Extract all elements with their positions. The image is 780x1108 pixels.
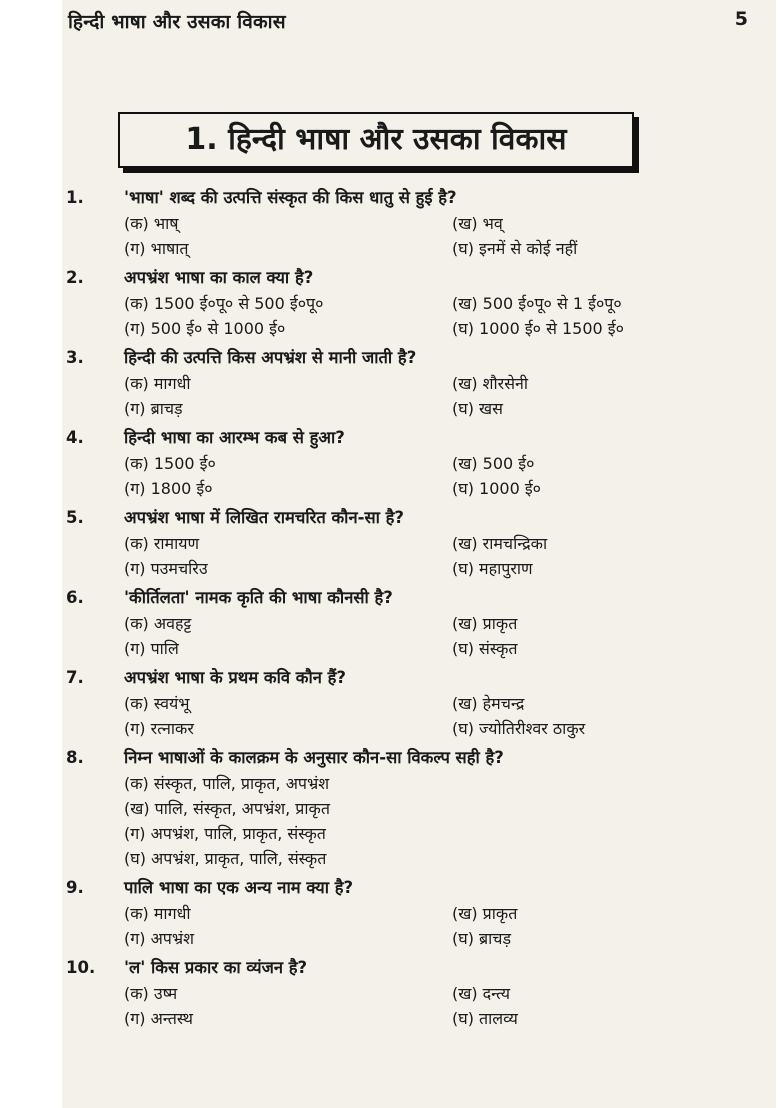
option-ka: (क) मागधी (124, 904, 191, 923)
question-5 (62, 505, 776, 581)
question-text: पालि भाषा का एक अन्य नाम क्या है? (124, 878, 354, 897)
option-ga: (ग) ब्राचड़ (124, 399, 183, 418)
question-number: 3. (66, 348, 84, 367)
option-gha: (घ) ज्योतिरीश्वर ठाकुर (452, 719, 586, 738)
question-text: 'कीर्तिलता' नामक कृति की भाषा कौनसी है? (124, 588, 393, 607)
question-4 (62, 425, 776, 501)
question-number: 8. (66, 748, 84, 767)
question-number: 10. (66, 958, 96, 977)
question-number: 6. (66, 588, 84, 607)
option-kha: (ख) हेमचन्द्र (452, 694, 525, 713)
option-ka: (क) मागधी (124, 374, 191, 393)
question-text: हिन्दी की उत्पत्ति किस अपभ्रंश से मानी जाती है? (124, 348, 417, 367)
option-gha: (घ) 1000 ई० (452, 479, 542, 498)
question-text: निम्न भाषाओं के कालक्रम के अनुसार कौन-सा विकल्प सही है? (124, 748, 504, 767)
option-gha: (घ) खस (452, 399, 503, 418)
option-ga: (ग) पालि (124, 639, 179, 658)
question-number: 1. (66, 188, 84, 207)
question-7 (62, 665, 776, 741)
question-9 (62, 875, 776, 951)
option-gha: (घ) तालव्य (452, 1009, 518, 1028)
option-ka: (क) रामायण (124, 534, 200, 553)
option-kha: (ख) दन्त्य (452, 984, 511, 1003)
option-ga: (ग) पउमचरिउ (124, 559, 208, 578)
question-number: 7. (66, 668, 84, 687)
book-page (62, 0, 776, 1108)
option-kha: (ख) प्राकृत (452, 904, 518, 923)
question-6 (62, 585, 776, 661)
chapter-title: 1. हिन्दी भाषा और उसका विकास (118, 112, 634, 168)
question-number: 5. (66, 508, 84, 527)
option-gha: (घ) ब्राचड़ (452, 929, 512, 948)
option-gha: (घ) 1000 ई० से 1500 ई० (452, 319, 624, 338)
option-kha: (ख) शौरसेनी (452, 374, 529, 393)
option-ka: (क) स्वयंभू (124, 694, 190, 713)
page-number: 5 (734, 8, 748, 30)
question-number: 4. (66, 428, 84, 447)
option-ka: (क) 1500 ई० (124, 454, 216, 473)
question-text: 'ल' किस प्रकार का व्यंजन है? (124, 958, 308, 977)
option-kha: (ख) 500 ई० (452, 454, 535, 473)
question-1 (62, 185, 776, 261)
question-text: अपभ्रंश भाषा का काल क्या है? (124, 268, 314, 287)
option-ka: (क) अवहट्ट (124, 614, 192, 633)
option-kha: (ख) पालि, संस्कृत, अपभ्रंश, प्राकृत (124, 799, 330, 818)
question-3 (62, 345, 776, 421)
option-gha: (घ) इनमें से कोई नहीं (452, 239, 578, 258)
option-ka: (क) संस्कृत, पालि, प्राकृत, अपभ्रंश (124, 774, 330, 793)
option-ga: (ग) अपभ्रंश, पालि, प्राकृत, संस्कृत (124, 824, 326, 843)
question-text: हिन्दी भाषा का आरम्भ कब से हुआ? (124, 428, 345, 447)
running-header-title: हिन्दी भाषा और उसका विकास (68, 11, 286, 33)
option-ga: (ग) रत्नाकर (124, 719, 194, 738)
option-ka: (क) उष्म (124, 984, 178, 1003)
option-gha: (घ) संस्कृत (452, 639, 518, 658)
question-list (62, 185, 776, 1035)
option-ka: (क) 1500 ई०पू० से 500 ई०पू० (124, 294, 324, 313)
option-gha: (घ) महापुराण (452, 559, 533, 578)
option-ga: (ग) अन्तस्थ (124, 1009, 193, 1028)
option-kha: (ख) रामचन्द्रिका (452, 534, 548, 553)
question-number: 9. (66, 878, 84, 897)
question-text: 'भाषा' शब्द की उत्पत्ति संस्कृत की किस धातु से हुई है? (124, 188, 457, 207)
option-ga: (ग) 500 ई० से 1000 ई० (124, 319, 286, 338)
option-kha: (ख) प्राकृत (452, 614, 518, 633)
question-text: अपभ्रंश भाषा में लिखित रामचरित कौन-सा है? (124, 508, 404, 527)
option-ga: (ग) 1800 ई० (124, 479, 213, 498)
option-gha: (घ) अपभ्रंश, प्राकृत, पालि, संस्कृत (124, 849, 327, 868)
option-kha: (ख) भव् (452, 214, 503, 233)
question-8 (62, 745, 776, 871)
option-ga: (ग) अपभ्रंश (124, 929, 195, 948)
question-text: अपभ्रंश भाषा के प्रथम कवि कौन हैं? (124, 668, 346, 687)
question-number: 2. (66, 268, 84, 287)
question-2 (62, 265, 776, 341)
option-kha: (ख) 500 ई०पू० से 1 ई०पू० (452, 294, 622, 313)
question-10 (62, 955, 776, 1031)
option-ga: (ग) भाषात् (124, 239, 189, 258)
option-ka: (क) भाष् (124, 214, 179, 233)
